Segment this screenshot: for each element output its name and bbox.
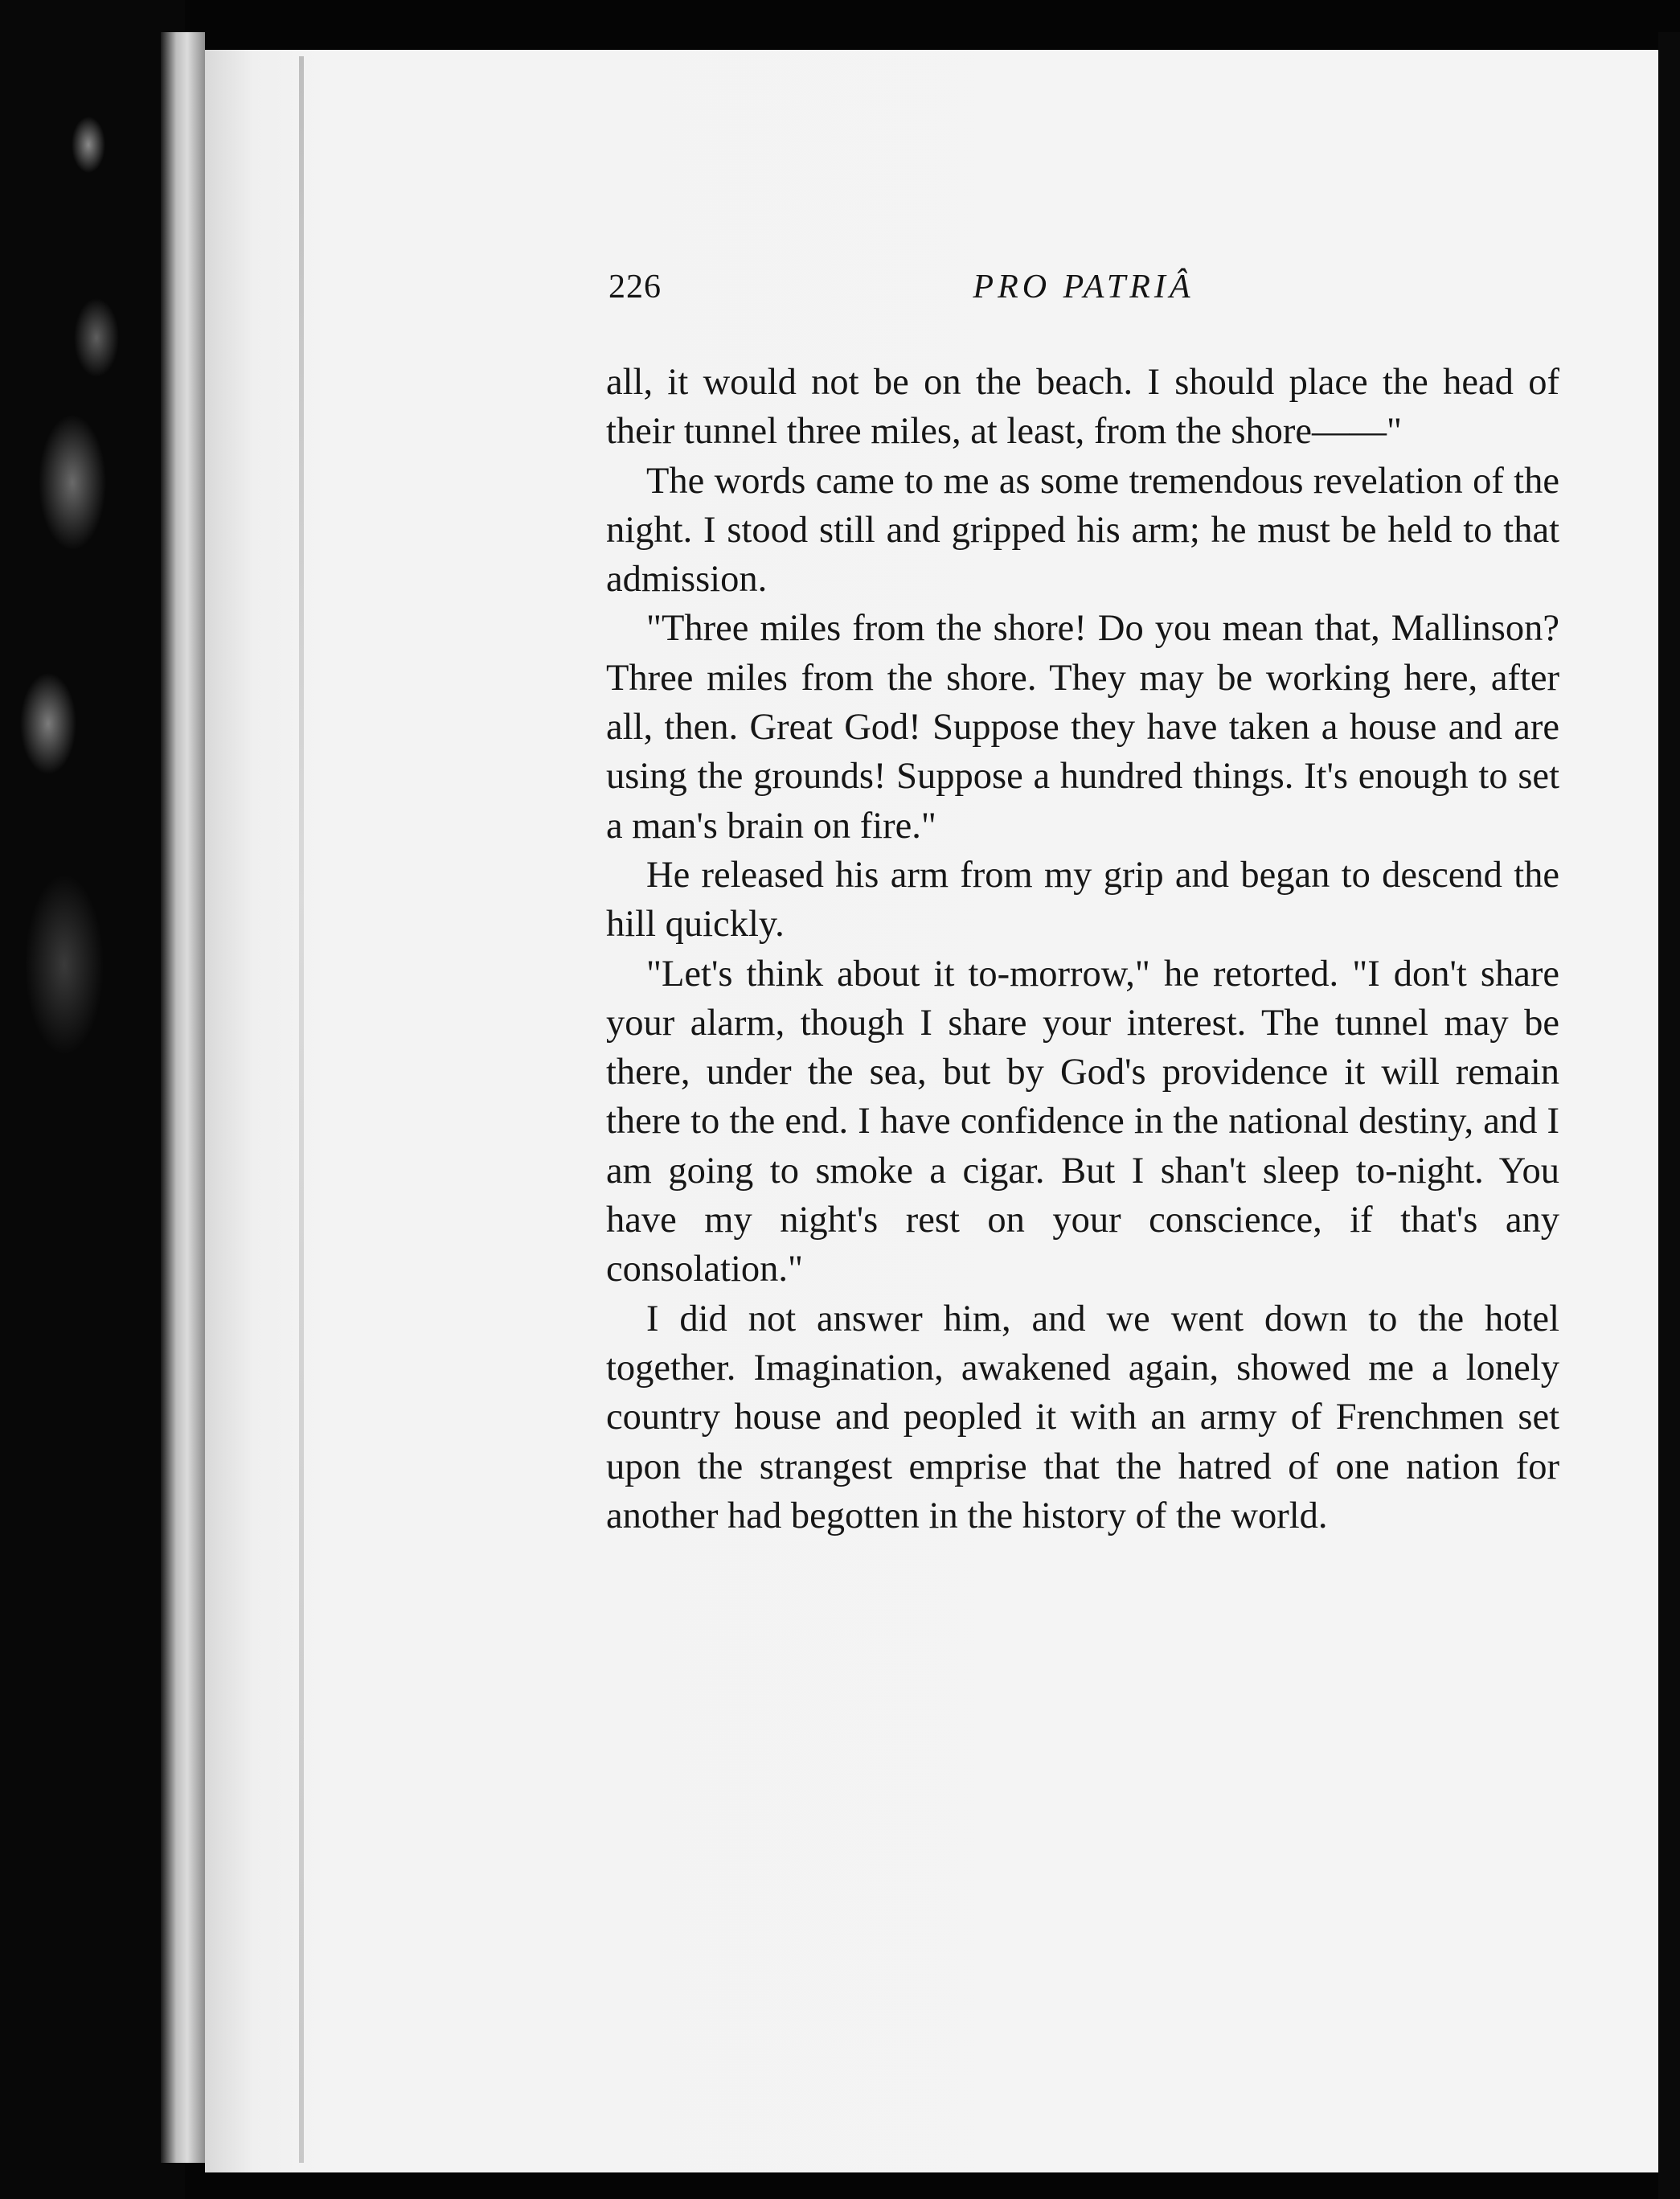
paragraph: "Three miles from the shore! Do you mean that, Mallinson? Three miles from the shore. They may be working here, after all, then. Great God! Suppose they have taken a house and are using the grounds! Suppose a hundred things. It's enough to set a man's brain on fire." [606, 608, 1559, 847]
book-cover-edge [0, 0, 185, 2199]
running-head [608, 268, 1559, 316]
running-title: PRO PATRIÂ [973, 269, 1194, 306]
paragraph: He released his arm from my grip and began to descend the hill quickly. [606, 854, 1559, 946]
page-gutter [299, 56, 304, 2163]
paragraph: all, it would not be on the beach. I should place the head of their tunnel three miles, at least, from the shore——" [606, 362, 1559, 453]
scan-border [1658, 32, 1680, 2199]
body-text [606, 358, 1559, 1541]
paragraph: The words came to me as some tremendous revelation of the night. I stood still and gripped his arm; he must be held to that admission. [606, 460, 1559, 601]
page-number: 226 [608, 269, 662, 306]
book-binding [161, 32, 205, 2163]
paragraph: I did not answer him, and we went down to the hotel together. Imagination, awakened again, showed me a lonely country house and peopled it with an army of Frenchmen set upon the strangest emprise that the hatred of one nation for another had begotten in the history of the world. [606, 1298, 1559, 1536]
paragraph: "Let's think about it to-morrow," he retorted. "I don't share your alarm, though I share your interest. The tunnel may be there, under the sea, but by God's providence it will remain there to the end. I have confidence in the national destiny, and I am going to smoke a cigar. But I shan't sleep to-night. You have my night's rest on your conscience, if that's any consolation." [606, 953, 1559, 1290]
